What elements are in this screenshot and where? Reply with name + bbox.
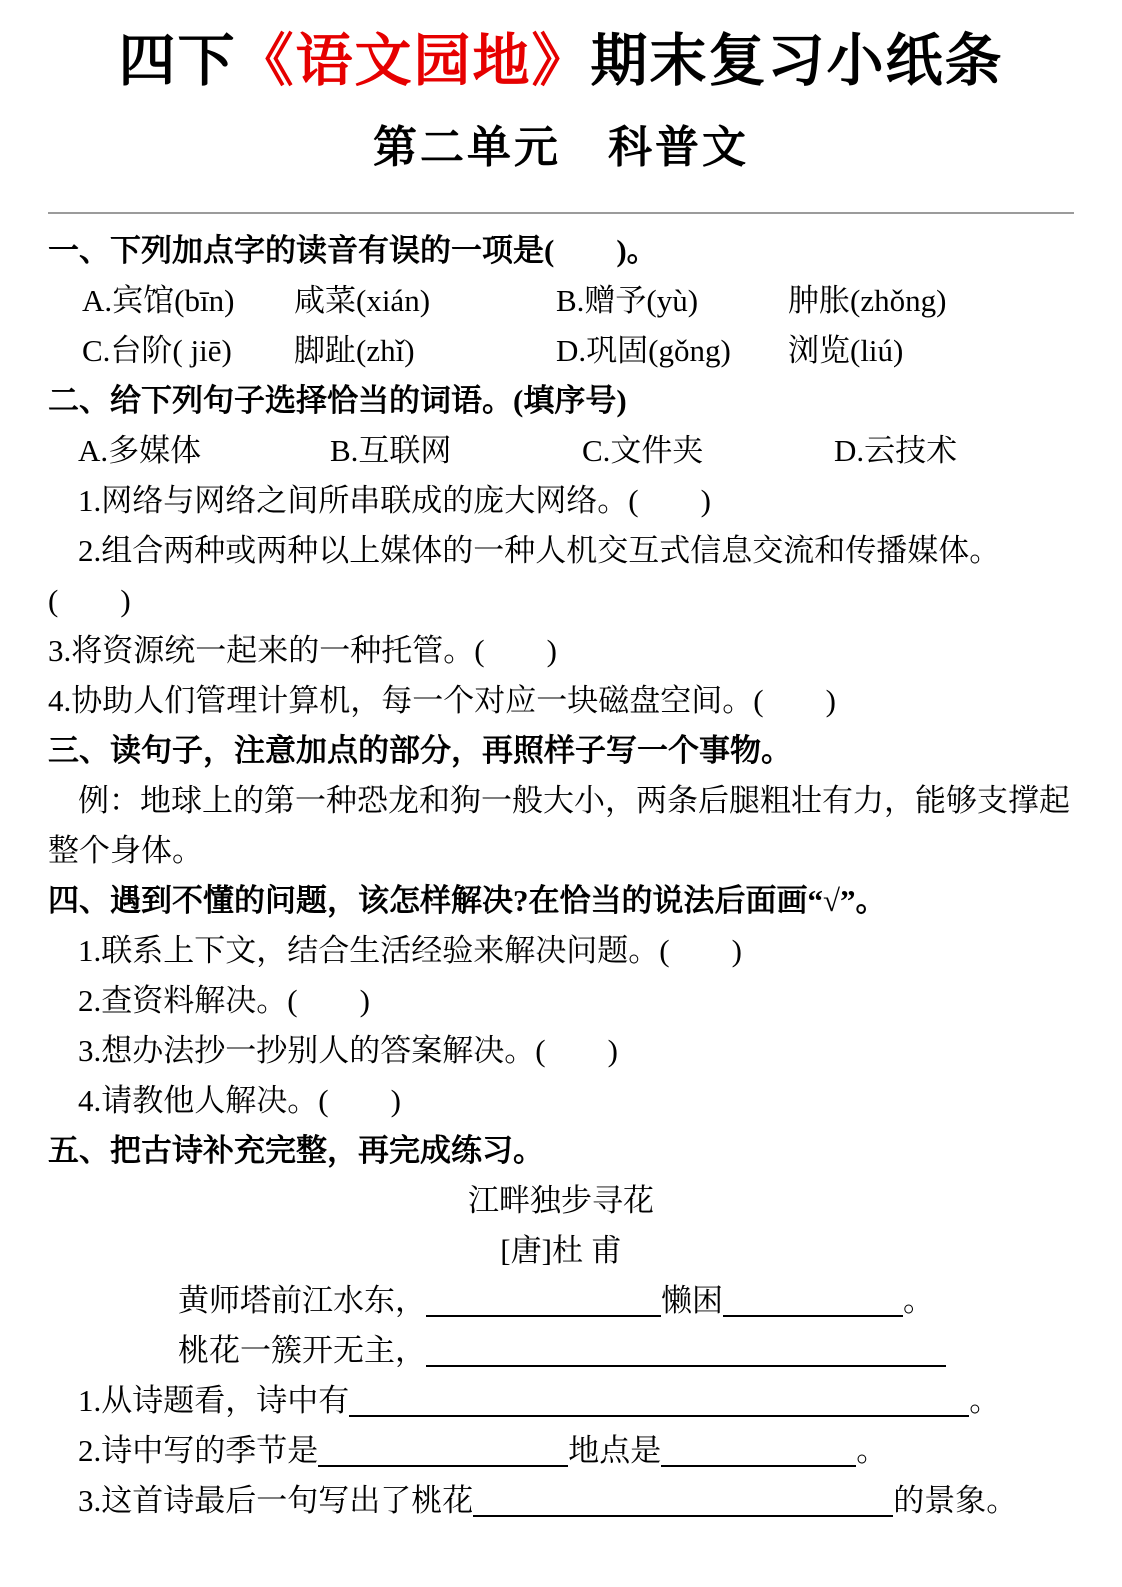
fill-in-blank [723,1315,903,1317]
q4-item-4: 4.请教他人解决。( ) [78,1083,401,1118]
q5-item-3 [48,1476,1074,1526]
section-q5 [48,1126,1074,1526]
q1-option-d: D.巩固(gǒng) [556,333,731,368]
section-q2 [48,376,1074,726]
fill-in-blank [661,1465,856,1467]
q3-heading: 三、读句子，注意加点的部分，再照样子写一个事物。 [48,733,792,768]
q5-item-1-end: 。 [969,1383,1001,1418]
unit-subtitle: 第二单元 科普文 [373,123,749,172]
verse1-text: 黄师塔前江水东， [178,1283,426,1318]
q4-item-2: 2.查资料解决。( ) [78,983,370,1018]
poem-author: [唐]杜 甫 [500,1233,622,1268]
q5-item-1-text: 1.从诗题看，诗中有 [78,1383,350,1418]
q2-heading: 二、给下列句子选择恰当的词语。(填序号) [48,383,627,418]
q5-item-3-end: 的景象。 [893,1483,1018,1518]
q3-example: 例：地球上的第一种恐龙和狗一般大小，两条后腿粗壮有力，能够支撑起整个身体。 [48,783,1070,868]
q2-option-d: D.云技术 [834,433,958,468]
fill-in-blank [426,1365,946,1367]
q1-option-c2: 脚趾(zhǐ) [294,333,415,368]
q2-item-4: 4.协助人们管理计算机，每一个对应一块磁盘空间。( ) [48,683,836,718]
q4-item-1: 1.联系上下文，结合生活经验来解决问题。( ) [78,933,742,968]
q1-options-row-2 [48,326,1074,376]
q5-item-3-text: 3.这首诗最后一句写出了桃花 [78,1483,474,1518]
verse1-end: 。 [903,1283,934,1318]
q1-option-b: B.赠予(yù) [556,283,699,318]
q1-option-b2: 肿胀(zhǒng) [788,283,947,318]
q2-option-b: B.互联网 [330,433,452,468]
q5-item-1 [48,1376,1074,1426]
q1-option-d2: 浏览(liú) [788,333,904,368]
title-suffix: 期末复习小纸条 [590,30,1004,93]
q4-item-3: 3.想办法抄一抄别人的答案解决。( ) [78,1033,618,1068]
q5-item-2-end: 。 [856,1433,888,1468]
q1-option-a: A.宾馆(bīn) [82,283,235,318]
q2-word-options-row [48,426,1074,476]
section-q3 [48,726,1074,876]
q5-heading: 五、把古诗补充完整，再完成练习。 [48,1133,544,1168]
q2-option-c: C.文件夹 [582,433,704,468]
q2-item-3: 3.将资源统一起来的一种托管。( ) [48,633,557,668]
section-q1 [48,226,1074,376]
verse1-middle: 懒困 [661,1283,723,1318]
q2-item-1: 1.网络与网络之间所串联成的庞大网络。( ) [78,483,711,518]
fill-in-blank [473,1515,893,1517]
title-prefix: 四下 [118,30,237,93]
poem-verse-2 [48,1326,1074,1376]
q5-item-2-text: 2.诗中写的季节是 [78,1433,319,1468]
q2-option-a: A.多媒体 [78,433,202,468]
title-highlight: 《语文园地》 [236,30,591,93]
poem-verse-1 [48,1276,1074,1326]
fill-in-blank [349,1415,969,1417]
title-divider [48,212,1074,214]
q1-option-a2: 咸菜(xián) [294,283,431,318]
q5-item-2-middle: 地点是 [568,1433,662,1468]
q1-heading: 一、下列加点字的读音有误的一项是( )。 [48,233,658,268]
verse2-text: 桃花一簇开无主， [178,1333,426,1368]
q5-item-2 [48,1426,1074,1476]
fill-in-blank [318,1465,568,1467]
q4-heading: 四、遇到不懂的问题，该怎样解决?在恰当的说法后面画“√”。 [48,883,887,918]
section-q4 [48,876,1074,1126]
q1-options-row-1 [48,276,1074,326]
q1-option-c: C.台阶( jiē) [82,333,232,368]
poem-title: 江畔独步寻花 [468,1183,654,1218]
q2-item-2: 2.组合两种或两种以上媒体的一种人机交互式信息交流和传播媒体。( ) [48,533,1001,618]
page-title [48,26,1074,98]
fill-in-blank [426,1315,661,1317]
